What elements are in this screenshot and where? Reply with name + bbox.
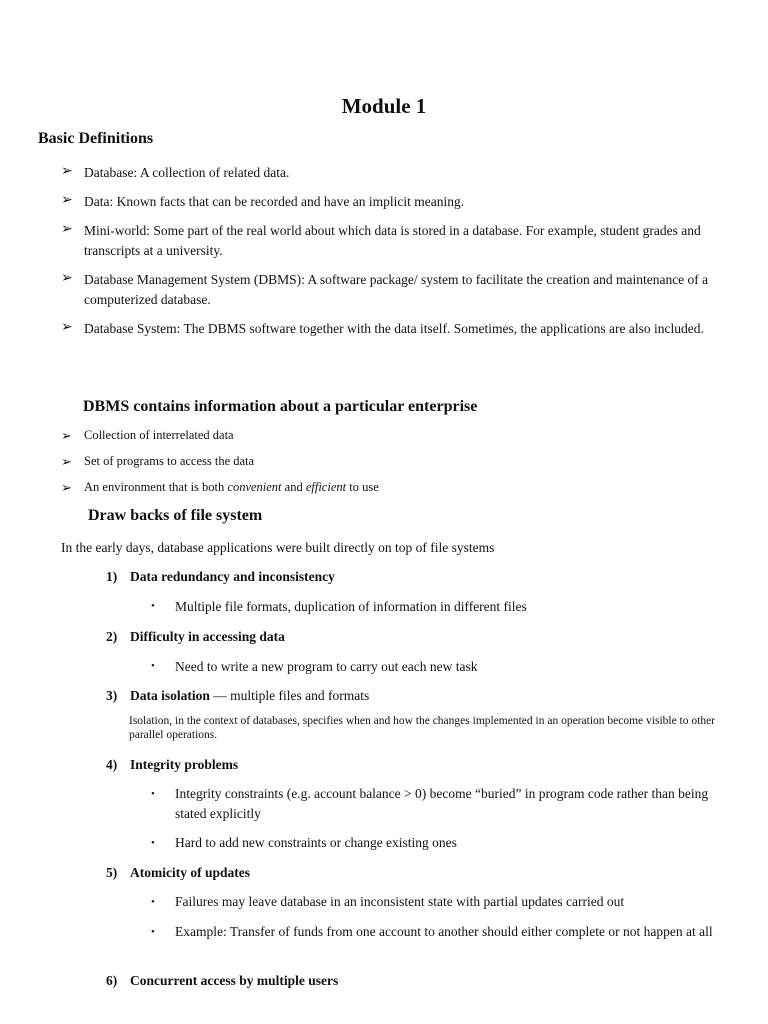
definition-item: Database Management System (DBMS): A software package/ system to facilitate the creation and maintenance of a computerized database. bbox=[84, 272, 709, 307]
isolation-note: Isolation, in the context of databases, specifies when and how the changes implemented in an operation become visible to other parallel operations. bbox=[129, 715, 716, 741]
list-number: 6) bbox=[106, 973, 118, 988]
bullet-icon: • bbox=[151, 896, 155, 908]
drawback-title: Data redundancy and inconsistency bbox=[130, 569, 335, 584]
arrow-bullet-icon: ➢ bbox=[61, 480, 72, 495]
definition-item: Data: Known facts that can be recorded and have an implicit meaning. bbox=[84, 194, 465, 209]
section-heading-dbms-contains: DBMS contains information about a particular enterprise bbox=[83, 398, 478, 415]
drawback-bullet: Need to write a new program to carry out each new task bbox=[175, 659, 478, 674]
arrow-bullet-icon: ➢ bbox=[61, 454, 72, 469]
drawback-title: Atomicity of updates bbox=[130, 865, 250, 880]
section-heading-basic-definitions: Basic Definitions bbox=[38, 130, 154, 147]
list-number: 4) bbox=[106, 757, 118, 772]
arrow-bullet-icon: ➢ bbox=[61, 320, 73, 335]
bullet-icon: • bbox=[151, 600, 155, 612]
drawback-bullet: Failures may leave database in an inconsistent state with partial updates carried out bbox=[175, 894, 625, 909]
bullet-icon: • bbox=[151, 926, 155, 938]
arrow-bullet-icon: ➢ bbox=[61, 193, 73, 208]
arrow-bullet-icon: ➢ bbox=[61, 164, 73, 179]
section-heading-drawbacks: Draw backs of file system bbox=[88, 507, 263, 524]
definition-item: Database System: The DBMS software together with the data itself. Sometimes, the applications are also included. bbox=[84, 321, 704, 336]
list-number: 3) bbox=[106, 688, 118, 703]
definition-item: Database: A collection of related data. bbox=[84, 165, 290, 180]
arrow-bullet-icon: ➢ bbox=[61, 222, 73, 237]
drawback-title: Integrity problems bbox=[130, 757, 239, 772]
bullet-icon: • bbox=[151, 837, 155, 849]
drawback-bullet: Integrity constraints (e.g. account balance > 0) become “buried” in program code rather than being stated explicitly bbox=[175, 786, 709, 821]
page-title: Module 1 bbox=[341, 94, 427, 118]
drawbacks-intro: In the early days, database applications were built directly on top of file systems bbox=[61, 540, 495, 555]
list-number: 1) bbox=[106, 569, 118, 584]
drawback-title: Concurrent access by multiple users bbox=[130, 973, 339, 988]
drawback-bullet: Example: Transfer of funds from one account to another should either complete or not happen at all bbox=[175, 924, 713, 939]
drawback-title: Data isolation — multiple files and formats bbox=[130, 688, 370, 703]
drawback-bullet: Multiple file formats, duplication of information in different files bbox=[175, 599, 527, 614]
arrow-bullet-icon: ➢ bbox=[61, 428, 72, 443]
drawback-bullet: Hard to add new constraints or change existing ones bbox=[175, 835, 457, 850]
bullet-icon: • bbox=[151, 660, 155, 672]
arrow-bullet-icon: ➢ bbox=[61, 271, 73, 286]
dbms-item: Set of programs to access the data bbox=[84, 454, 255, 468]
list-number: 5) bbox=[106, 865, 118, 880]
drawback-title: Difficulty in accessing data bbox=[130, 629, 285, 644]
dbms-item-environment: An environment that is both convenient and efficient to use bbox=[84, 480, 379, 494]
dbms-item: Collection of interrelated data bbox=[84, 428, 234, 442]
definition-item: Mini-world: Some part of the real world about which data is stored in a database. For example, student grades and transcripts at a university. bbox=[84, 223, 701, 258]
list-number: 2) bbox=[106, 629, 118, 644]
bullet-icon: • bbox=[151, 788, 155, 800]
